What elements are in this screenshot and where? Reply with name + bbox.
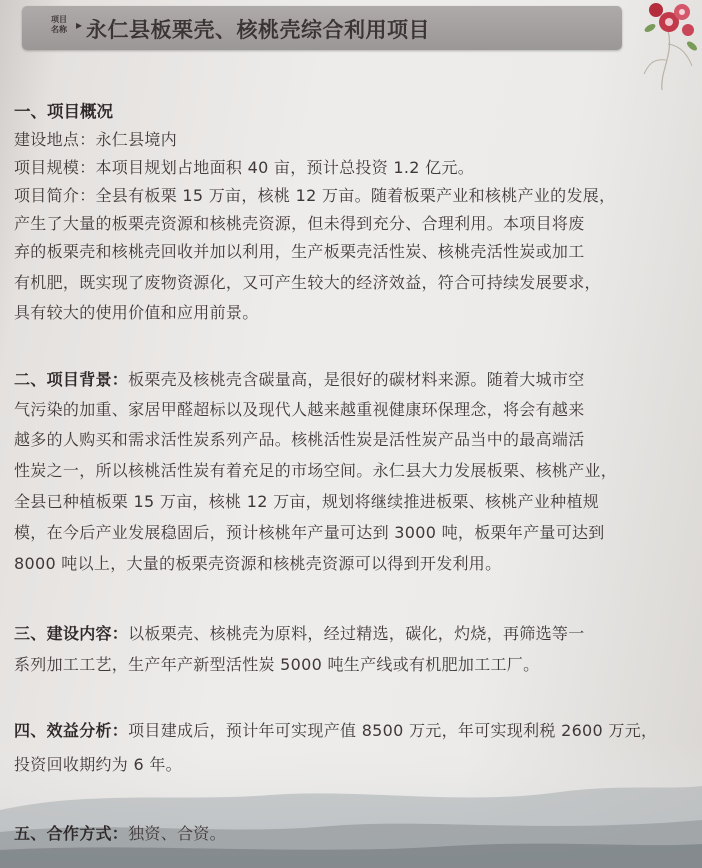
- benefit-first-line: [14, 718, 657, 741]
- arrow-icon: ▸: [76, 18, 83, 32]
- section-construction-heading: 三、建设内容：: [14, 624, 129, 643]
- benefit-text: 项目建成后，预计年可实现产值 8500 万元，年可实现利税 2600 万元，: [128, 721, 658, 740]
- flower-decoration-icon: [622, 0, 702, 90]
- benefit-line: 投资回收期约为 6 年。: [14, 755, 182, 774]
- section-benefit-heading: 四、效益分析：: [14, 721, 129, 740]
- construction-line: 系列加工工艺，生产年产新型活性炭 5000 吨生产线或有机肥加工工厂。: [14, 655, 540, 674]
- section-overview-heading: 一、项目概况: [14, 102, 113, 121]
- section-background-heading: 二、项目背景：: [14, 370, 129, 389]
- project-name-label-line2: 名称: [51, 25, 67, 34]
- background-line: 越多的人购买和需求活性炭系列产品。核桃活性炭是活性炭产品当中的最高端活: [14, 430, 585, 449]
- construction-text: 以板栗壳、核桃壳为原料，经过精选，碳化，灼烧，再筛选等一: [128, 624, 585, 643]
- project-title: 永仁县板栗壳、核桃壳综合利用项目: [86, 18, 430, 42]
- background-text: 板栗壳及核桃壳含碳量高，是很好的碳材料来源。随着大城市空: [128, 370, 585, 389]
- overview-line: 项目规模：本项目规划占地面积 40 亩，预计总投资 1.2 亿元。: [14, 158, 475, 177]
- overview-line: 建设地点：永仁县境内: [14, 130, 178, 149]
- overview-line: 产生了大量的板栗壳资源和核桃壳资源，但未得到充分、合理利用。本项目将废: [14, 214, 585, 233]
- overview-line: 具有较大的使用价值和应用前景。: [14, 303, 259, 322]
- background-first-line: [14, 367, 585, 390]
- background-line: 全县已种植板栗 15 万亩，核桃 12 万亩，规划将继续推进板栗、核桃产业种植规: [14, 492, 600, 511]
- background-line: 模，在今后产业发展稳固后，预计核桃年产量可达到 3000 吨，板栗年产量可达到: [14, 523, 605, 542]
- construction-first-line: [14, 621, 585, 644]
- cooperation-text: 独资、合资。: [128, 824, 226, 843]
- overview-line: 项目简介：全县有板栗 15 万亩，核桃 12 万亩。随着板栗产业和核桃产业的发展，: [14, 186, 616, 205]
- cooperation-line: [14, 821, 226, 844]
- project-name-label-line1: 项目: [51, 15, 67, 24]
- overview-line: 弃的板栗壳和核桃壳回收并加以利用，生产板栗壳活性炭、核桃壳活性炭或加工: [14, 242, 585, 261]
- title-banner: [22, 6, 622, 50]
- background-line: 性炭之一，所以核桃活性炭有着充足的市场空间。永仁县大力发展板栗、核桃产业，: [14, 461, 618, 480]
- project-name-label: [44, 15, 74, 35]
- background-line: 气污染的加重、家居甲醛超标以及现代人越来越重视健康环保理念，将会有越来: [14, 400, 585, 419]
- overview-line: 有机肥，既实现了废物资源化，又可产生较大的经济效益，符合可持续发展要求，: [14, 273, 601, 292]
- background-line: 8000 吨以上，大量的板栗壳资源和核桃壳资源可以得到开发利用。: [14, 554, 502, 573]
- section-cooperation-heading: 五、合作方式：: [14, 824, 129, 843]
